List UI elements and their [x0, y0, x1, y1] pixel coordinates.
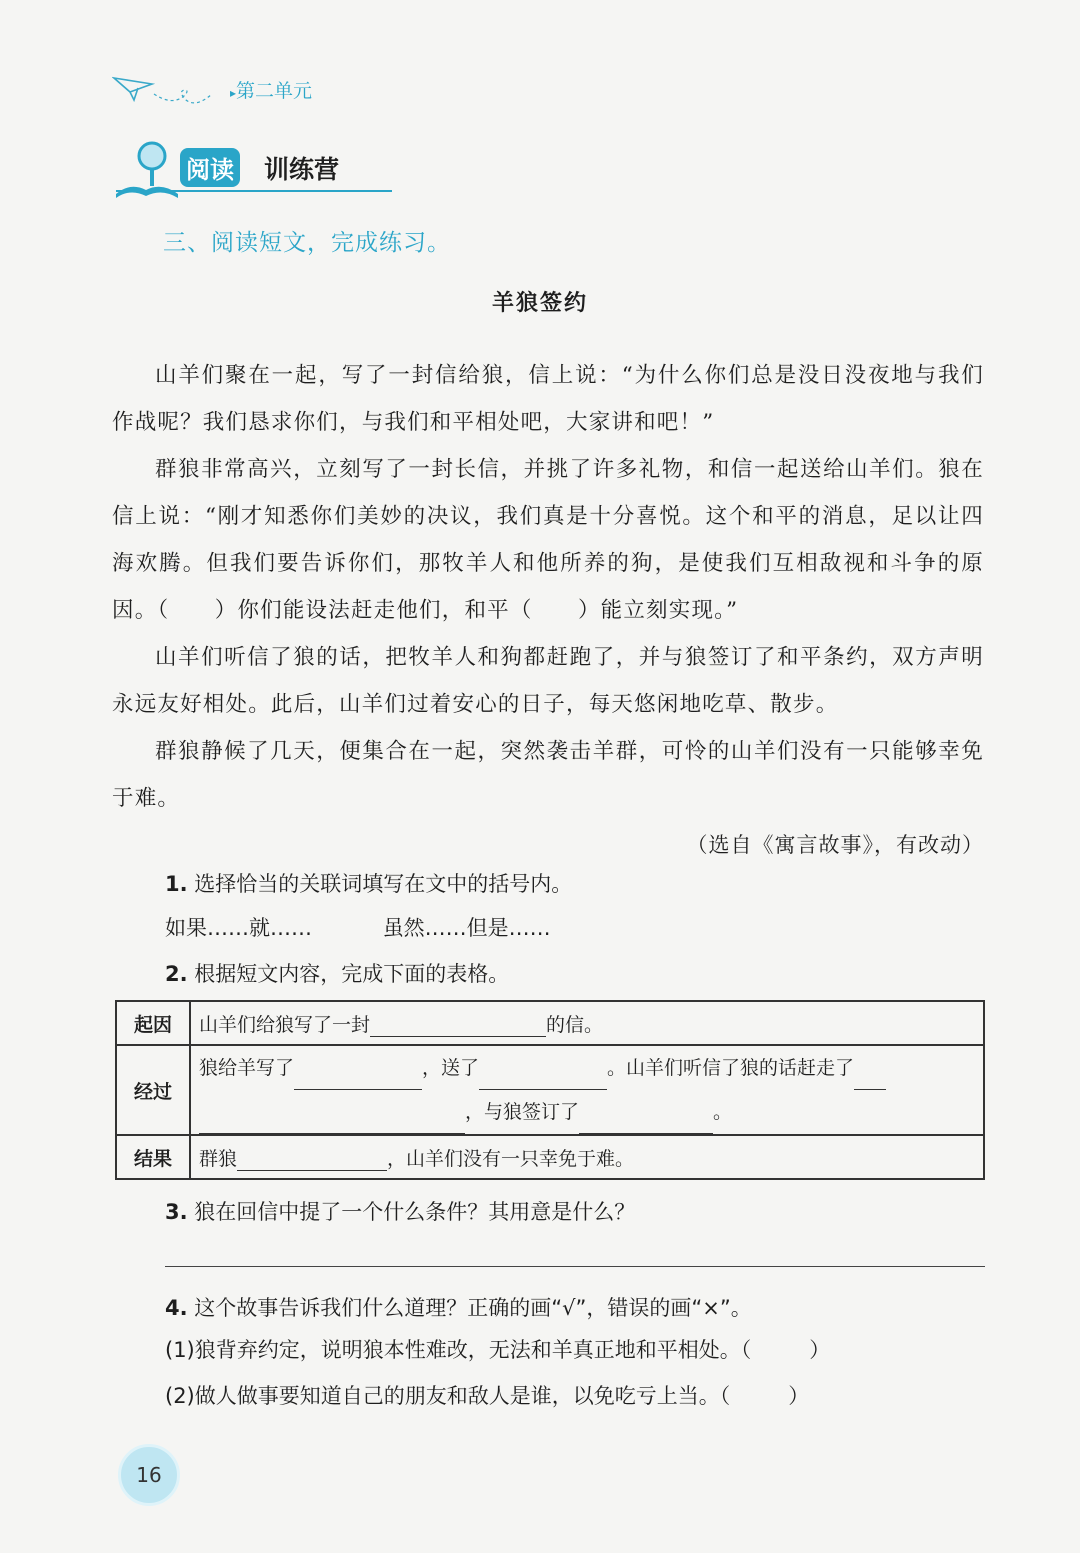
story-source: （选自《寓言故事》，有改动） — [686, 833, 984, 857]
answer-line[interactable] — [165, 1266, 985, 1267]
table-row — [116, 1001, 984, 1045]
question-2 — [165, 958, 509, 988]
fill-blank[interactable] — [854, 1069, 886, 1090]
table-cell-process: 狼给羊写了 ，送了 。山羊们听信了狼的话赶走了 ，与狼签订了 。 — [190, 1045, 984, 1135]
banner-label-dark: 训练营 — [264, 155, 340, 184]
fill-blank[interactable] — [237, 1150, 387, 1171]
question-number: 3. — [165, 1200, 188, 1224]
story-paragraph: 群狼非常高兴，立刻写了一封长信，并挑了许多礼物，和信一起送给山羊们。狼在信上说：“刚才知悉你们美妙的决议，我们真是十分喜悦。这个和平的消息，足以让四海欢腾。但我们要告诉你们，那牧羊人和他所养的狗，是使我们互相敌视和斗争的原因。（ ）你们能设法赶走他们，和平（ ）能立刻实现。” — [112, 457, 984, 623]
fill-blank[interactable] — [370, 1016, 546, 1037]
question-text: 这个故事告诉我们什么道理？正确的画“√”，错误的画“×”。 — [194, 1296, 752, 1320]
q1-options — [165, 912, 615, 942]
fill-blank[interactable] — [579, 1113, 713, 1134]
table-cell-result: 群狼 ，山羊们没有一只幸免于难。 — [190, 1135, 984, 1179]
banner-underline — [116, 190, 392, 192]
question-number: 4. — [165, 1296, 188, 1320]
paper-plane-icon — [112, 72, 227, 112]
page-number-badge — [118, 1444, 180, 1506]
q1-option: 虽然……但是…… — [382, 916, 551, 940]
table-head-process: 经过 — [116, 1045, 190, 1135]
question-4 — [165, 1292, 752, 1322]
fill-blank[interactable] — [479, 1069, 607, 1090]
fill-blank[interactable] — [199, 1113, 465, 1134]
page-number: 16 — [136, 1463, 162, 1487]
story-title: 羊狼签约 — [491, 291, 588, 316]
table-head-cause: 起因 — [116, 1001, 190, 1045]
story-paragraph: 山羊们聚在一起，写了一封信给狼，信上说：“为什么你们总是没日没夜地与我们作战呢？我们恳求你们，与我们和平相处吧，大家讲和吧！” — [112, 363, 984, 435]
q4-item: (1)狼背弃约定，说明狼本性难改，无法和羊真正地和平相处。（ ） — [165, 1338, 831, 1362]
question-text: 狼在回信中提了一个什么条件？其用意是什么？ — [194, 1200, 636, 1224]
table-head-result: 结果 — [116, 1135, 190, 1179]
unit-label: ▸第二单元 — [230, 80, 313, 102]
question-text: 选择恰当的关联词填写在文中的括号内。 — [194, 872, 573, 896]
q4-item: (2)做人做事要知道自己的朋友和敌人是谁，以免吃亏上当。（ ） — [165, 1384, 810, 1408]
reading-camp-banner — [112, 138, 412, 200]
story-passage — [112, 352, 984, 868]
table-cell-cause: 山羊们给狼写了一封 的信。 — [190, 1001, 984, 1045]
table-row — [116, 1045, 984, 1135]
section-title: 三、阅读短文，完成练习。 — [163, 230, 451, 256]
question-1 — [165, 868, 572, 898]
question-number: 1. — [165, 872, 188, 896]
story-paragraph: 山羊们听信了狼的话，把牧羊人和狗都赶跑了，并与狼签订了和平条约，双方声明永远友好相处。此后，山羊们过着安心的日子，每天悠闲地吃草、散步。 — [112, 645, 984, 717]
unit-label-arrow-icon: ▸ — [230, 86, 237, 100]
story-paragraph: 群狼静候了几天，便集合在一起，突然袭击羊群，可怜的山羊们没有一只能够幸免于难。 — [112, 739, 984, 811]
story-summary-table — [115, 1000, 985, 1180]
question-number: 2. — [165, 962, 188, 986]
q1-option: 如果……就…… — [165, 916, 312, 940]
banner-label-blue: 阅读 — [180, 148, 240, 187]
fill-blank[interactable] — [294, 1069, 422, 1090]
question-text: 根据短文内容，完成下面的表格。 — [194, 962, 510, 986]
question-3 — [165, 1196, 635, 1226]
table-row — [116, 1135, 984, 1179]
